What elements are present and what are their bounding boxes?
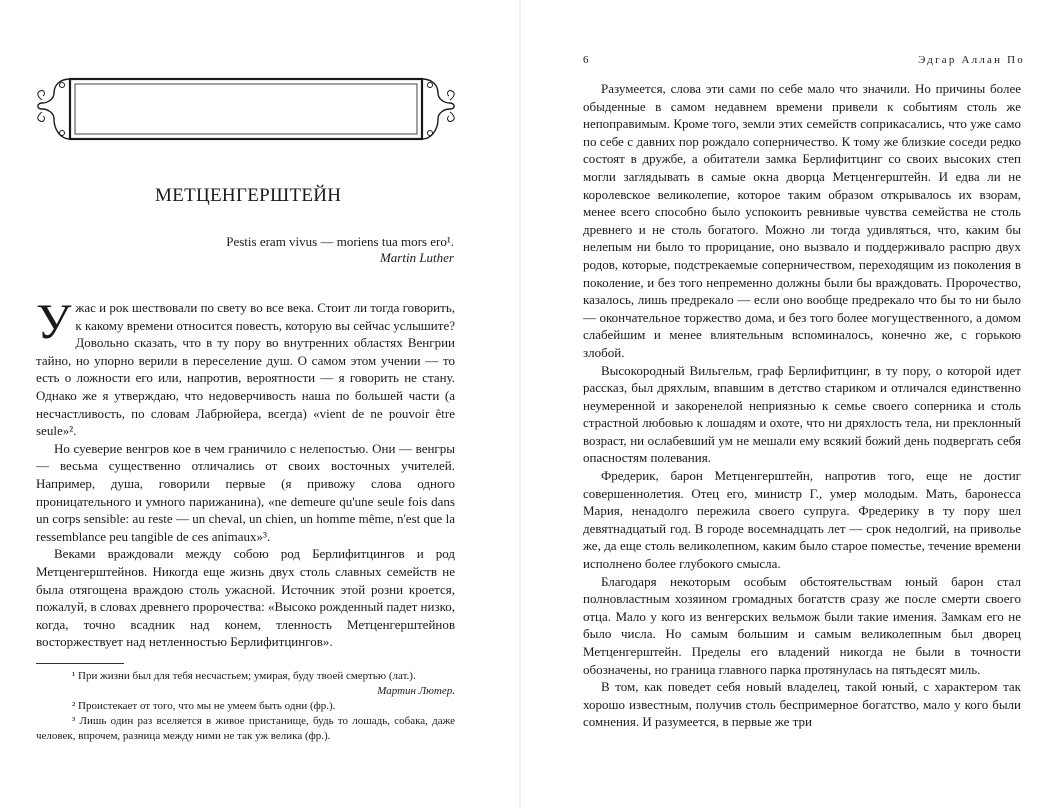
paragraph: Разумеется, слова эти сами по себе мало что значили. Но причины более обыденные в самом недавнем времени привели к событиям столь же непоправимым. Кроме того, земли этих семейств соприкасались, что уже само по себе с давних пор рождало соперничество. К тому же близкие соседи редко состоят в дружбе, а обитатели замка Берлифитцинг со своих высоких степ могли заглядывать в самые окна дворца Метценгерштейн. И едва ли не королевское великолепие, которое таким образом открывалось их взорам, менее всего способно было успокоить ревнивые чувства семейства не столь древнего и не столь богатого. Можно ли тогда удивляться, что, каким бы нелепым ни было то прорицание, оно вызвало и поддерживало распрю двух родов, которые, подстрекаемые соперничеством, переходящим из поколения в поколение, и без того непременно должны были бы враждовать. Пророчество, казалось, лишь предрекало — если оно вообще предрекало что бы то ни было — окончательное торжество дома, и без того более могущественного, а домом слабейшим и менее влиятельным вспоминалось, конечно же, с горькою злобой. (583, 81, 1021, 360)
footnote: ¹ При жизни был для тебя несчастьем; умирая, буду твоей смертью (лат.). (72, 670, 416, 682)
left-page (0, 0, 520, 810)
paragraph: Веками враждовали между собою род Берлифитцингов и род Метценгерштейнов. Никогда еще жизнь двух столь славных семейств не была отягощена враждою столь ужасной. Источник этой розни кроется, пожалуй, в словах древнего пророчества: «Высоко рожденный падет низко, когда, точно всадник над конем, тленность Метценгерштейнов восторжествует над нетленностью Берлифитцингов». (36, 546, 455, 650)
right-body-text (583, 80, 1021, 731)
paragraph: Но суеверие венгров кое в чем граничило с нелепостью. Они — венгры — весьма существенно отличались от своих восточных учителей. Например, душа, говорили первые (я привожу слова одного проницательного и умного парижанина), «ne demeure qu'une seule fois dans un corps sensible: au reste — un cheval, un chien, un homme même, n'est que la ressemblance peu tangible de ces animaux»³. (36, 440, 455, 544)
running-header: Эдгар Аллан По (918, 54, 1025, 66)
epigraph-author: Martin Luther (379, 250, 454, 265)
ornamental-frame (34, 71, 458, 147)
footnote-rule (36, 663, 124, 664)
paragraph: Благодаря некоторым особым обстоятельствам юный барон стал полновластным хозяином громадных богатств сразу же после смерти своего отца. Мало у кого из венгерских вельмож были такие имения. Замкам его не было числа. Но самым большим и самым великолепным был дворец Метценгерштейн. Пределы его владений никогда не были в точности обозначены, но граница главного парка протянулась на пятьдесят миль. (583, 573, 1021, 677)
page-number: 6 (583, 54, 589, 66)
footnote-signature: Мартин Лютер. (377, 685, 455, 697)
paragraph: Высокородный Вильгельм, граф Берлифитцинг, в ту пору, о которой идет рассказ, был дряхлым, впавшим в детство стариком и отличался единственно неумеренной и закоренелой неприязнью к семье своего соперника и столь страстной любовью к лошадям и охоте, что ни дряхлость тела, ни преклонный возраст, ни ослабевший ум не мешали ему всякий божий день подвергать себя опасностям полевания. (583, 362, 1021, 466)
footnote: ² Проистекает от того, что мы не умеем быть одни (фр.). (72, 700, 336, 712)
epigraph (226, 234, 454, 266)
right-page (521, 0, 1045, 810)
story-title: МЕТЦЕНГЕРШТЕЙН (155, 185, 342, 206)
footnote: ³ Лишь один раз вселяется в живое пристанище, будь то лошадь, собака, даже человек, впрочем, разница между ними не так уж велика (фр.). (36, 715, 455, 742)
footnotes (36, 669, 455, 744)
paragraph: Ужас и рок шествовали по свету во все века. Стоит ли тогда говорить, к какому времени относится повесть, которую вы сейчас услышите? Довольно сказать, что в ту пору во внутренних областях Венгрии тайно, но упорно верили в переселение душ. О самом этом учении — то есть о ложности его или, напротив, вероятности — я говорить не стану. Однако же я утверждаю, что недоверчивость наша по большей части (а несчастливость, по словам Лабрюйера, всегда) «vient de ne pouvoir être seule»². (36, 293, 455, 439)
drop-cap: У (36, 293, 72, 349)
epigraph-quote: Pestis eram vivus — moriens tua mors ero¹. (226, 234, 454, 249)
paragraph: В том, как поведет себя новый владелец, такой юный, с характером так хорошо известным, получив столь беспримерное богатство, мало у кого были сомнения. И разумеется, в первые же три (583, 679, 1021, 730)
paragraph: Фредерик, барон Метценгерштейн, напротив того, еще не достиг совершеннолетия. Отец его, министр Г., умер молодым. Мать, баронесса Мария, ненадолго пережила своего супруга. Фредерику в ту пору шел девятнадцатый год. В городе восемнадцать лет — срок недолгий, на приволье же, да еще столь великолепном, каким было старое поместье, течение времени исполнено более глубокого смысла. (583, 468, 1021, 572)
left-body-text (36, 293, 455, 651)
